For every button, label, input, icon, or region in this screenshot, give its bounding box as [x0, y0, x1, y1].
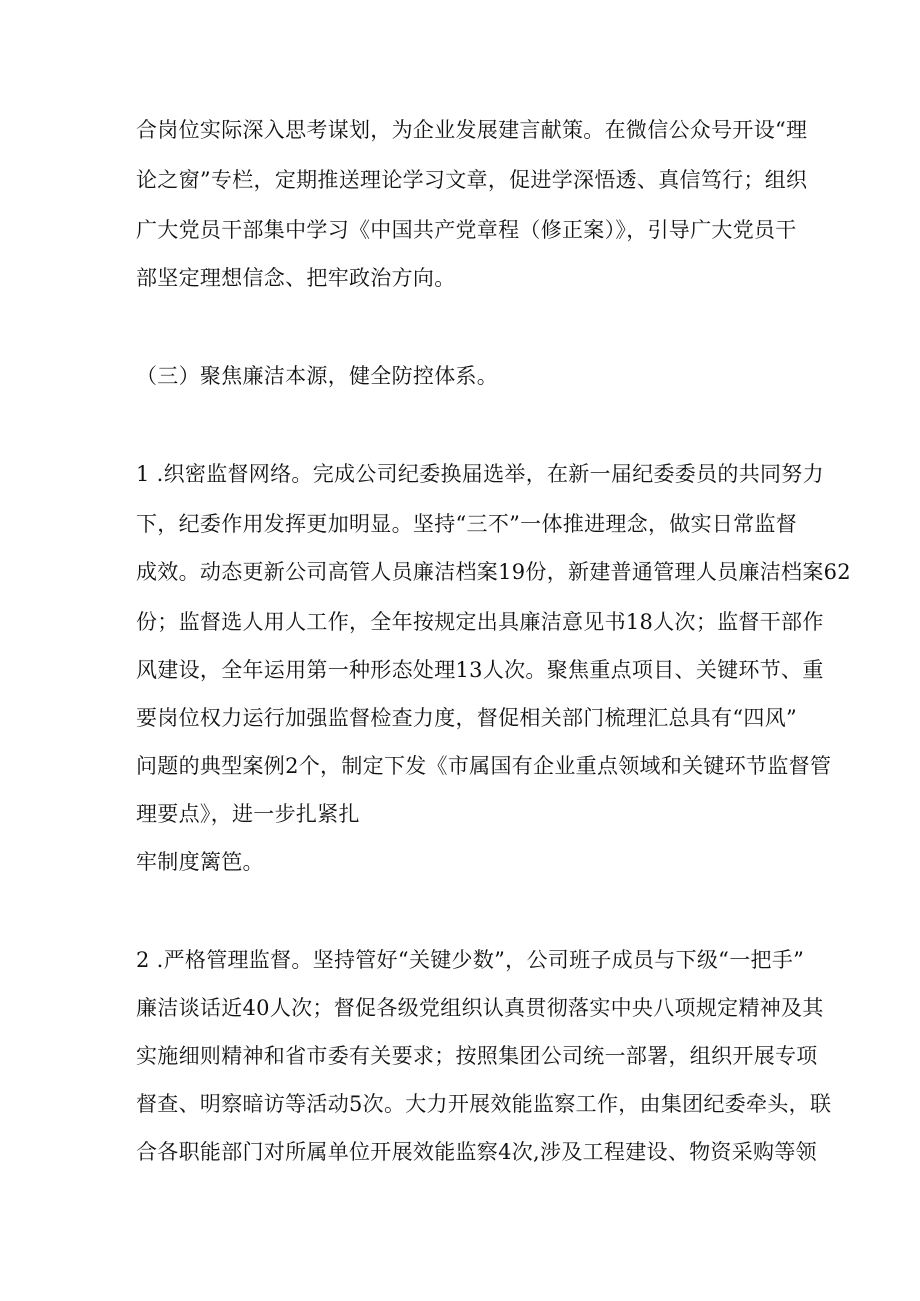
intro-line-4: 部坚定理想信念、把牢政治方向。 [136, 266, 456, 290]
paragraph-1-line-9: 牢制度篱笆。 [136, 850, 264, 874]
paragraph-1-line-3: 成效。动态更新公司高管人员廉洁档案19份，新建普通管理人员廉洁档案62 [136, 560, 851, 584]
paragraph-1-line-8: 理要点》，进一步扎紧扎 [136, 802, 360, 826]
paragraph-2-line-3: 实施细则精神和省市委有关要求；按照集团公司统一部署，组织开展专项 [136, 1044, 818, 1068]
paragraph-1-line-4: 份；监督选人用人工作，全年按规定出具廉洁意见书18人次；监督干部作 [136, 610, 824, 634]
intro-line-2: 论之窗”专栏，定期推送理论学习文章，促进学深悟透、真信笃行；组织 [136, 168, 808, 192]
paragraph-2-line-5: 合各职能部门对所属单位开展效能监察4次,涉及工程建设、物资采购等领 [136, 1140, 817, 1164]
paragraph-2-line-4: 督查、明察暗访等活动5次。大力开展效能监察工作，由集团纪委牵头，联 [136, 1092, 832, 1116]
paragraph-2-line-1: 2 .严格管理监督。坚持管好“关键少数”，公司班子成员与下级“一把手” [136, 948, 805, 972]
section-heading: （三）聚焦廉洁本源，健全防控体系。 [136, 364, 499, 388]
intro-line-3: 广大党员干部集中学习《中国共产党章程（修正案）》，引导广大党员干 [136, 218, 797, 242]
paragraph-1-line-2: 下，纪委作用发挥更加明显。坚持“三不”一体推进理念，做实日常监督 [136, 512, 798, 536]
paragraph-1-line-6: 要岗位权力运行加强监督检查力度，督促相关部门梳理汇总具有“四风” [136, 706, 798, 730]
paragraph-2-line-2: 廉洁谈话近40人次；督促各级党组织认真贯彻落实中央八项规定精神及其 [136, 996, 824, 1020]
paragraph-1-line-5: 风建设，全年运用第一种形态处理13人次。聚焦重点项目、关键环节、重 [136, 658, 824, 682]
paragraph-1-line-1: 1 .织密监督网络。完成公司纪委换届选举，在新一届纪委委员的共同努力 [136, 462, 824, 486]
paragraph-1-line-7: 问题的典型案例2个，制定下发《市属国有企业重点领域和关键环节监督管 [136, 754, 832, 778]
intro-line-1: 合岗位实际深入思考谋划，为企业发展建言献策。在微信公众号开设“理 [136, 118, 808, 142]
